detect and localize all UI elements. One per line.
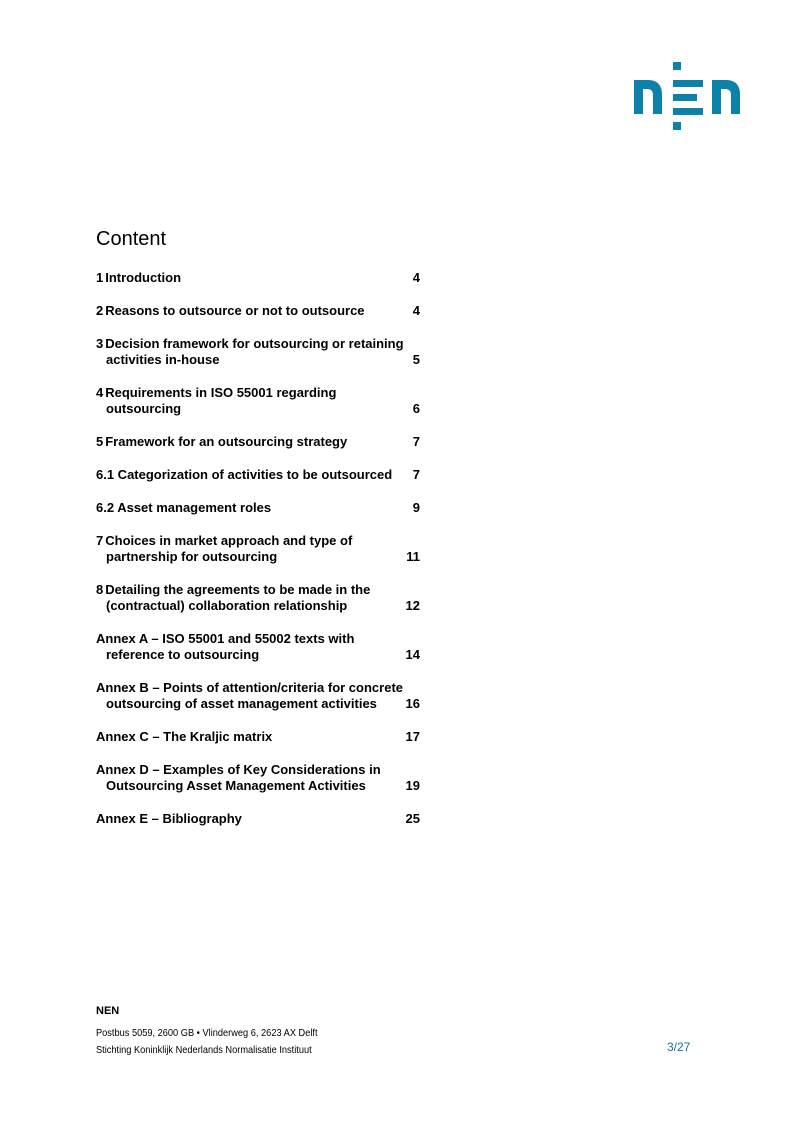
toc-entry-label: (contractual) collaboration relationship bbox=[106, 598, 348, 613]
toc-entry-page: 16 bbox=[405, 696, 420, 711]
toc-entry-page: 17 bbox=[405, 729, 420, 744]
toc-entry-page: 7 bbox=[412, 434, 420, 449]
toc-entry-page: 9 bbox=[412, 500, 420, 515]
toc-entry-number: 4 bbox=[96, 385, 104, 400]
toc-entry-label: Requirements in ISO 55001 regarding bbox=[105, 385, 337, 400]
toc-entry-number: 7 bbox=[96, 533, 104, 548]
toc-entry-page: 19 bbox=[405, 778, 420, 793]
toc-entry[interactable] bbox=[96, 582, 420, 614]
toc-entry-text bbox=[96, 467, 392, 483]
toc-entry[interactable] bbox=[96, 467, 420, 483]
toc-entry[interactable] bbox=[96, 762, 420, 794]
toc-entry[interactable] bbox=[96, 434, 420, 450]
toc-entry-text bbox=[96, 352, 219, 368]
toc-entry-text bbox=[96, 598, 347, 614]
footer-foundation: Stichting Koninklijk Nederlands Normalisatie Instituut bbox=[96, 1044, 312, 1056]
toc-entry-number: 3 bbox=[96, 336, 104, 351]
toc-entry-text bbox=[96, 631, 354, 647]
toc-entry-label: Introduction bbox=[105, 270, 182, 285]
toc-entry[interactable] bbox=[96, 533, 420, 565]
toc-entry-text bbox=[96, 401, 181, 417]
toc-entry-page: 6 bbox=[412, 401, 420, 416]
toc-entry-text bbox=[96, 500, 271, 516]
toc-entry-label: Annex A – ISO 55001 and 55002 texts with bbox=[96, 631, 355, 646]
toc-entry[interactable] bbox=[96, 336, 420, 368]
toc-entry-number: 8 bbox=[96, 582, 104, 597]
toc-entry-label: Outsourcing Asset Management Activities bbox=[106, 778, 366, 793]
toc-entry[interactable] bbox=[96, 303, 420, 319]
toc-entry-text bbox=[96, 303, 365, 319]
toc-entry-text bbox=[96, 729, 272, 745]
toc-entry[interactable] bbox=[96, 811, 420, 827]
toc-entry-page: 4 bbox=[412, 303, 420, 318]
toc-entry-text bbox=[96, 582, 370, 598]
toc-entry-label: 6.1 Categorization of activities to be outsourced bbox=[96, 467, 393, 482]
toc-entry-page: 14 bbox=[405, 647, 420, 662]
toc-entry[interactable] bbox=[96, 631, 420, 663]
toc-entry-text bbox=[96, 549, 277, 565]
toc-entry[interactable] bbox=[96, 729, 420, 745]
toc-title: Content bbox=[96, 228, 167, 250]
toc-entry-label: outsourcing of asset management activities bbox=[106, 696, 377, 711]
toc-entry-label: Annex B – Points of attention/criteria for concrete bbox=[96, 680, 403, 695]
toc-entry-label: Detailing the agreements to be made in the bbox=[105, 582, 371, 597]
toc-entry-text bbox=[96, 680, 403, 696]
footer-org: NEN bbox=[96, 1005, 120, 1017]
toc-entry-text bbox=[96, 336, 404, 352]
toc-entry-text bbox=[96, 778, 366, 794]
footer bbox=[96, 1005, 348, 1059]
toc-entry-text bbox=[96, 270, 181, 286]
nen-logo bbox=[632, 62, 744, 130]
toc-entry-label: outsourcing bbox=[106, 401, 182, 416]
toc-entry-text bbox=[96, 647, 259, 663]
toc-entry-page: 5 bbox=[412, 352, 420, 367]
toc-entry-label: activities in-house bbox=[106, 352, 220, 367]
toc-entry-label: Annex E – Bibliography bbox=[96, 811, 242, 826]
footer-address: Postbus 5059, 2600 GB • Vlinderweg 6, 2623 AX Delft bbox=[96, 1027, 318, 1039]
toc-entry-label: Annex D – Examples of Key Considerations in bbox=[96, 762, 381, 777]
toc-entry-number: 1 bbox=[96, 270, 104, 285]
toc-entry[interactable] bbox=[96, 680, 420, 712]
toc-entry-label: Choices in market approach and type of bbox=[105, 533, 353, 548]
toc-entry-label: Annex C – The Kraljic matrix bbox=[96, 729, 273, 744]
toc-entry-text bbox=[96, 696, 377, 712]
toc-entry[interactable] bbox=[96, 270, 420, 286]
toc-entry-page: 11 bbox=[406, 549, 420, 564]
toc-entry-text bbox=[96, 533, 352, 549]
table-of-contents bbox=[96, 270, 420, 844]
toc-entry-page: 12 bbox=[405, 598, 420, 613]
toc-entry-page: 7 bbox=[412, 467, 420, 482]
toc-entry-label: Framework for an outsourcing strategy bbox=[105, 434, 348, 449]
toc-entry[interactable] bbox=[96, 385, 420, 417]
toc-entry-number: 2 bbox=[96, 303, 104, 318]
toc-entry-label: 6.2 Asset management roles bbox=[96, 500, 272, 515]
toc-entry-page: 25 bbox=[405, 811, 420, 826]
toc-entry-label: Decision framework for outsourcing or retaining bbox=[105, 336, 404, 351]
page-number: 3/27 bbox=[667, 1040, 691, 1054]
toc-entry-label: reference to outsourcing bbox=[106, 647, 260, 662]
toc-entry-text bbox=[96, 762, 381, 778]
toc-entry[interactable] bbox=[96, 500, 420, 516]
toc-entry-page: 4 bbox=[412, 270, 420, 285]
toc-entry-text bbox=[96, 434, 347, 450]
toc-entry-label: Reasons to outsource or not to outsource bbox=[105, 303, 365, 318]
toc-entry-text bbox=[96, 811, 242, 827]
toc-entry-number: 5 bbox=[96, 434, 104, 449]
toc-entry-text bbox=[96, 385, 336, 401]
toc-entry-label: partnership for outsourcing bbox=[106, 549, 278, 564]
